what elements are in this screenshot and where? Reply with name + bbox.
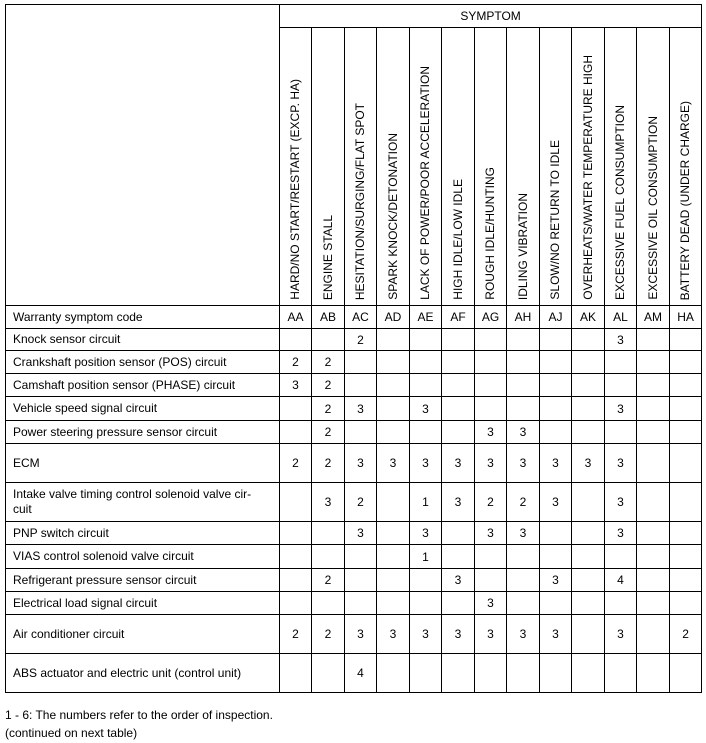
inspection-order-cell	[670, 522, 702, 545]
inspection-order-cell	[507, 329, 540, 351]
inspection-order-cell	[442, 421, 475, 444]
symptom-column-header	[670, 28, 702, 306]
inspection-order-cell	[637, 615, 670, 654]
inspection-order-cell	[637, 545, 670, 569]
inspection-order-cell	[312, 522, 345, 545]
inspection-order-cell	[442, 397, 475, 421]
inspection-order-cell	[540, 351, 572, 374]
inspection-order-cell	[377, 569, 410, 592]
symptom-column-label: ENGINE STALL	[320, 214, 335, 300]
inspection-order-cell	[572, 397, 605, 421]
inspection-order-cell	[312, 545, 345, 569]
inspection-order-cell	[442, 374, 475, 397]
row-label: Electrical load signal circuit	[6, 592, 280, 615]
table-row	[6, 483, 702, 522]
inspection-order-cell	[345, 569, 377, 592]
inspection-order-cell	[670, 374, 702, 397]
inspection-order-cell	[377, 374, 410, 397]
inspection-order-cell	[280, 421, 312, 444]
inspection-order-cell: 3	[345, 444, 377, 483]
symptom-matrix-table	[5, 4, 702, 693]
inspection-order-cell	[572, 421, 605, 444]
inspection-order-cell	[572, 592, 605, 615]
inspection-order-cell: 3	[377, 615, 410, 654]
table-row	[6, 421, 702, 444]
inspection-order-cell	[377, 654, 410, 693]
inspection-order-cell: 3	[507, 421, 540, 444]
symptom-column-label: ROUGH IDLE/HUNTING	[483, 167, 497, 300]
inspection-order-cell	[637, 483, 670, 522]
symptom-column-label: HARD/NO START/RESTART (EXCP. HA)	[288, 79, 302, 300]
inspection-order-cell: 3	[572, 444, 605, 483]
inspection-order-cell	[475, 329, 507, 351]
row-label: Knock sensor circuit	[6, 329, 280, 351]
inspection-order-cell	[410, 421, 442, 444]
inspection-order-cell	[507, 654, 540, 693]
warranty-code-cell: AA	[280, 306, 312, 329]
table-row	[6, 444, 702, 483]
table-row	[6, 397, 702, 421]
inspection-order-cell	[475, 374, 507, 397]
inspection-order-cell: 4	[605, 569, 637, 592]
inspection-order-cell	[280, 397, 312, 421]
inspection-order-cell: 2	[312, 421, 345, 444]
inspection-order-cell	[410, 654, 442, 693]
symptom-header: SYMPTOM	[280, 5, 702, 28]
inspection-order-cell	[345, 351, 377, 374]
inspection-order-cell	[670, 397, 702, 421]
inspection-order-cell	[540, 421, 572, 444]
inspection-order-cell	[507, 545, 540, 569]
inspection-order-cell: 3	[540, 483, 572, 522]
inspection-order-cell	[605, 351, 637, 374]
inspection-order-cell	[637, 444, 670, 483]
inspection-order-cell	[540, 329, 572, 351]
inspection-order-cell	[377, 397, 410, 421]
symptom-column-label: EXCESSIVE OIL CONSUMPTION	[645, 116, 660, 300]
inspection-order-cell	[507, 592, 540, 615]
row-label: VIAS control solenoid valve circuit	[6, 545, 280, 569]
inspection-order-cell: 2	[507, 483, 540, 522]
warranty-code-cell: AB	[312, 306, 345, 329]
inspection-order-cell: 2	[280, 351, 312, 374]
symptom-column-header	[637, 28, 670, 306]
inspection-order-cell: 3	[442, 444, 475, 483]
symptom-column-header	[410, 28, 442, 306]
row-label: Vehicle speed signal circuit	[6, 397, 280, 421]
inspection-order-cell	[377, 545, 410, 569]
inspection-order-cell	[572, 615, 605, 654]
row-label: Crankshaft position sensor (POS) circuit	[6, 351, 280, 374]
inspection-order-cell	[475, 654, 507, 693]
inspection-order-cell: 2	[312, 569, 345, 592]
warranty-code-cell: AL	[605, 306, 637, 329]
footnote-order: 1 - 6: The numbers refer to the order of inspection.	[5, 708, 273, 722]
row-label: ECM	[6, 444, 280, 483]
inspection-order-cell: 3	[540, 615, 572, 654]
symptom-column-header	[605, 28, 637, 306]
inspection-order-cell	[475, 569, 507, 592]
inspection-order-cell: 3	[507, 522, 540, 545]
inspection-order-cell: 3	[345, 397, 377, 421]
inspection-order-cell	[377, 483, 410, 522]
inspection-order-cell: 2	[475, 483, 507, 522]
warranty-code-cell: AM	[637, 306, 670, 329]
inspection-order-cell	[475, 545, 507, 569]
inspection-order-cell	[442, 351, 475, 374]
symptom-column-header	[475, 28, 507, 306]
inspection-order-cell	[670, 654, 702, 693]
inspection-order-cell: 3	[475, 421, 507, 444]
inspection-order-cell: 1	[410, 545, 442, 569]
inspection-order-cell: 3	[442, 615, 475, 654]
inspection-order-cell	[572, 483, 605, 522]
inspection-order-cell	[540, 545, 572, 569]
table-row	[6, 569, 702, 592]
inspection-order-cell	[572, 569, 605, 592]
table-row	[6, 374, 702, 397]
symptom-column-header	[377, 28, 410, 306]
corner-blank-cell	[6, 5, 280, 306]
inspection-order-cell	[377, 592, 410, 615]
inspection-order-cell: 3	[507, 444, 540, 483]
inspection-order-cell	[670, 351, 702, 374]
inspection-order-cell	[572, 351, 605, 374]
inspection-order-cell: 3	[605, 615, 637, 654]
symptom-column-label: SPARK KNOCK/DETONATION	[385, 133, 400, 300]
inspection-order-cell	[280, 483, 312, 522]
inspection-order-cell	[312, 654, 345, 693]
inspection-order-cell: 2	[670, 615, 702, 654]
symptom-column-label: LACK OF POWER/POOR ACCELERATION	[418, 66, 432, 300]
symptom-column-label: SLOW/NO RETURN TO IDLE	[548, 140, 562, 300]
inspection-order-cell: 3	[540, 444, 572, 483]
table-row	[6, 522, 702, 545]
inspection-order-cell	[637, 569, 670, 592]
warranty-code-cell: AH	[507, 306, 540, 329]
row-label: Refrigerant pressure sensor circuit	[6, 569, 280, 592]
inspection-order-cell: 3	[345, 615, 377, 654]
inspection-order-cell	[670, 569, 702, 592]
inspection-order-cell: 2	[280, 444, 312, 483]
symptom-column-label: HESITATION/SURGING/FLAT SPOT	[353, 102, 367, 300]
inspection-order-cell	[540, 592, 572, 615]
inspection-order-cell: 2	[345, 329, 377, 351]
symptom-table-container	[5, 4, 702, 693]
inspection-order-cell	[507, 397, 540, 421]
row-label: Air conditioner circuit	[6, 615, 280, 654]
inspection-order-cell	[345, 592, 377, 615]
inspection-order-cell	[540, 397, 572, 421]
inspection-order-cell	[280, 329, 312, 351]
inspection-order-cell	[442, 329, 475, 351]
inspection-order-cell	[572, 374, 605, 397]
inspection-order-cell	[540, 522, 572, 545]
inspection-order-cell: 3	[410, 444, 442, 483]
inspection-order-cell	[572, 329, 605, 351]
inspection-order-cell	[377, 351, 410, 374]
inspection-order-cell: 2	[312, 444, 345, 483]
inspection-order-cell	[670, 329, 702, 351]
inspection-order-cell	[637, 329, 670, 351]
inspection-order-cell	[572, 545, 605, 569]
inspection-order-cell	[410, 592, 442, 615]
row-label: Power steering pressure sensor circuit	[6, 421, 280, 444]
inspection-order-cell	[312, 329, 345, 351]
inspection-order-cell: 4	[345, 654, 377, 693]
inspection-order-cell	[442, 522, 475, 545]
symptom-column-header	[312, 28, 345, 306]
inspection-order-cell	[475, 351, 507, 374]
table-row	[6, 592, 702, 615]
inspection-order-cell	[442, 654, 475, 693]
inspection-order-cell	[670, 421, 702, 444]
inspection-order-cell	[670, 545, 702, 569]
symptom-column-header	[442, 28, 475, 306]
warranty-code-row	[6, 306, 702, 329]
symptom-column-header	[572, 28, 605, 306]
inspection-order-cell: 2	[345, 483, 377, 522]
table-row	[6, 329, 702, 351]
warranty-code-cell: AG	[475, 306, 507, 329]
inspection-order-cell: 3	[605, 444, 637, 483]
inspection-order-cell: 3	[605, 329, 637, 351]
inspection-order-cell	[670, 444, 702, 483]
inspection-order-cell	[637, 592, 670, 615]
inspection-order-cell	[410, 329, 442, 351]
inspection-order-cell	[637, 351, 670, 374]
inspection-order-cell: 2	[280, 615, 312, 654]
inspection-order-cell	[670, 483, 702, 522]
inspection-order-cell	[507, 374, 540, 397]
inspection-order-cell	[605, 545, 637, 569]
inspection-order-cell	[442, 592, 475, 615]
symptom-column-header	[345, 28, 377, 306]
inspection-order-cell	[312, 592, 345, 615]
inspection-order-cell	[377, 329, 410, 351]
inspection-order-cell	[280, 592, 312, 615]
inspection-order-cell: 3	[475, 592, 507, 615]
inspection-order-cell	[605, 592, 637, 615]
footnotes	[5, 706, 273, 742]
inspection-order-cell: 3	[377, 444, 410, 483]
inspection-order-cell: 3	[507, 615, 540, 654]
inspection-order-cell	[637, 654, 670, 693]
inspection-order-cell	[345, 374, 377, 397]
inspection-order-cell	[670, 592, 702, 615]
inspection-order-cell: 3	[605, 483, 637, 522]
inspection-order-cell: 3	[280, 374, 312, 397]
warranty-code-cell: AC	[345, 306, 377, 329]
symptom-column-header	[507, 28, 540, 306]
inspection-order-cell	[507, 351, 540, 374]
inspection-order-cell: 3	[410, 522, 442, 545]
inspection-order-cell: 3	[442, 569, 475, 592]
inspection-order-cell	[637, 522, 670, 545]
row-label: Camshaft position sensor (PHASE) circuit	[6, 374, 280, 397]
symptom-column-label: HIGH IDLE/LOW IDLE	[450, 179, 465, 300]
inspection-order-cell: 3	[475, 522, 507, 545]
inspection-order-cell	[377, 421, 410, 444]
symptom-column-header	[280, 28, 312, 306]
inspection-order-cell: 3	[475, 444, 507, 483]
inspection-order-cell: 3	[605, 522, 637, 545]
warranty-code-cell: HA	[670, 306, 702, 329]
footnote-continued: (continued on next table)	[5, 726, 138, 740]
row-label: ABS actuator and electric unit (control unit)	[6, 654, 280, 693]
warranty-code-cell: AK	[572, 306, 605, 329]
inspection-order-cell	[605, 654, 637, 693]
inspection-order-cell	[280, 654, 312, 693]
inspection-order-cell	[605, 374, 637, 397]
inspection-order-cell: 1	[410, 483, 442, 522]
symptom-column-header	[540, 28, 572, 306]
warranty-code-cell: AD	[377, 306, 410, 329]
table-row	[6, 351, 702, 374]
inspection-order-cell	[280, 569, 312, 592]
row-label: Intake valve timing control solenoid valve cir- cuit	[6, 483, 280, 522]
inspection-order-cell	[377, 522, 410, 545]
symptom-column-label: BATTERY DEAD (UNDER CHARGE)	[678, 100, 693, 300]
inspection-order-cell	[572, 522, 605, 545]
inspection-order-cell: 3	[605, 397, 637, 421]
inspection-order-cell: 2	[312, 397, 345, 421]
inspection-order-cell	[572, 654, 605, 693]
row-label: Warranty symptom code	[6, 306, 280, 329]
inspection-order-cell: 2	[312, 615, 345, 654]
symptom-column-label: OVERHEATS/WATER TEMPERATURE HIGH	[580, 55, 595, 300]
inspection-order-cell	[637, 397, 670, 421]
warranty-code-cell: AF	[442, 306, 475, 329]
table-row	[6, 615, 702, 654]
inspection-order-cell: 3	[410, 615, 442, 654]
symptom-column-label: IDLING VIBRATION	[515, 192, 530, 300]
inspection-order-cell	[475, 397, 507, 421]
inspection-order-cell	[280, 545, 312, 569]
inspection-order-cell	[345, 545, 377, 569]
inspection-order-cell	[410, 351, 442, 374]
inspection-order-cell: 2	[312, 374, 345, 397]
symptom-column-label: EXCESSIVE FUEL CONSUMPTION	[613, 105, 627, 300]
table-row	[6, 545, 702, 569]
inspection-order-cell	[637, 374, 670, 397]
inspection-order-cell	[280, 522, 312, 545]
inspection-order-cell: 3	[312, 483, 345, 522]
warranty-code-cell: AJ	[540, 306, 572, 329]
inspection-order-cell: 2	[312, 351, 345, 374]
inspection-order-cell	[540, 654, 572, 693]
inspection-order-cell	[345, 421, 377, 444]
inspection-order-cell: 3	[475, 615, 507, 654]
inspection-order-cell	[507, 569, 540, 592]
inspection-order-cell	[605, 421, 637, 444]
inspection-order-cell	[410, 569, 442, 592]
inspection-order-cell: 3	[410, 397, 442, 421]
table-row	[6, 654, 702, 693]
inspection-order-cell	[540, 374, 572, 397]
inspection-order-cell: 3	[345, 522, 377, 545]
inspection-order-cell: 3	[540, 569, 572, 592]
inspection-order-cell	[410, 374, 442, 397]
row-label: PNP switch circuit	[6, 522, 280, 545]
inspection-order-cell	[637, 421, 670, 444]
inspection-order-cell	[442, 545, 475, 569]
warranty-code-cell: AE	[410, 306, 442, 329]
inspection-order-cell: 3	[442, 483, 475, 522]
